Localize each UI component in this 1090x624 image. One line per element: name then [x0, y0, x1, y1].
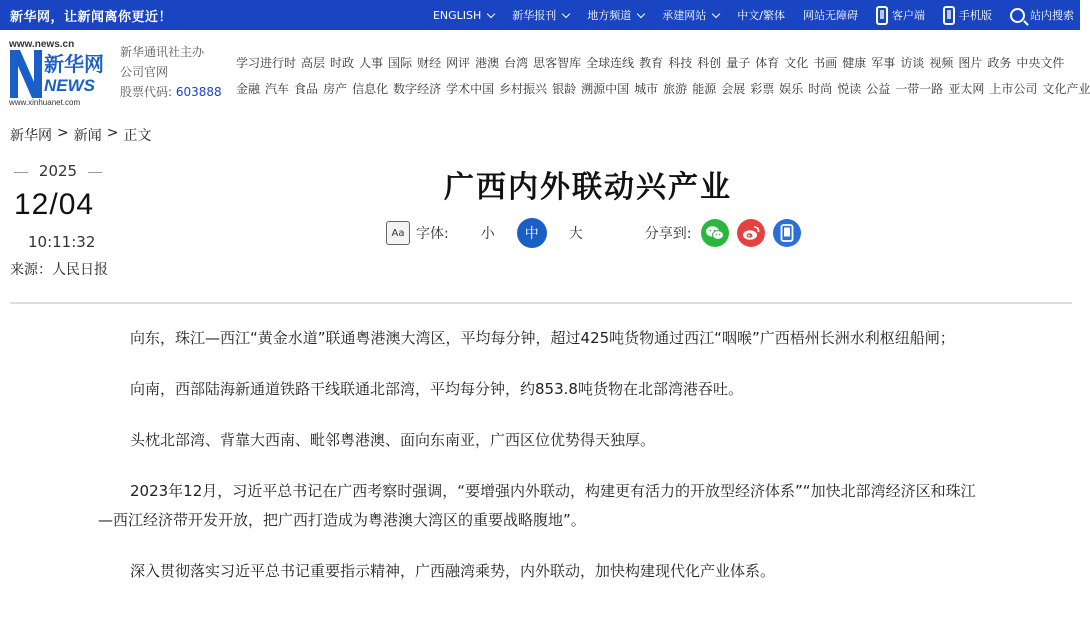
share-weibo-button[interactable] [737, 219, 765, 247]
channel-link[interactable]: 城市 [634, 82, 659, 96]
channel-link[interactable]: 台湾 [504, 56, 529, 70]
channel-link[interactable]: 能源 [692, 82, 717, 96]
nav-local-channels[interactable] [587, 7, 644, 23]
font-size-label: 字体: [416, 226, 449, 242]
article-source [10, 259, 108, 279]
breadcrumb-separator: > [57, 125, 69, 141]
share-label: 分享到: [644, 226, 692, 242]
channel-link[interactable]: 港澳 [475, 56, 500, 70]
mobile-share-icon [780, 224, 794, 242]
channel-link[interactable]: 图片 [958, 56, 983, 70]
channel-link[interactable]: 悦读 [837, 82, 862, 96]
share-mobile-button[interactable] [773, 219, 801, 247]
article-body [98, 324, 988, 608]
channel-link[interactable]: 访谈 [900, 56, 925, 70]
publish-time: 10:11:32 [28, 233, 96, 251]
site-slogan: 新华网，让新闻离你更近！ [10, 10, 173, 25]
channel-nav [236, 50, 1090, 102]
nav-newspapers-label: 新华报刊 [512, 9, 557, 22]
font-size-medium[interactable]: 中 [517, 218, 547, 248]
channel-link[interactable]: 金融 [236, 82, 261, 96]
channel-link[interactable]: 乡村振兴 [499, 82, 548, 96]
nav-hosted-sites[interactable] [662, 7, 719, 23]
channel-link[interactable]: 时政 [330, 56, 355, 70]
nav-simplified-traditional[interactable] [737, 7, 785, 23]
nav-accessibility-label: 网站无障碍 [803, 9, 858, 22]
channel-link[interactable]: 会展 [721, 82, 746, 96]
xinhua-logo[interactable] [8, 38, 112, 106]
channel-link[interactable]: 学术中国 [446, 82, 495, 96]
channel-link[interactable]: 科创 [697, 56, 722, 70]
source-name: 人民日报 [52, 262, 108, 278]
mobile-version-link[interactable] [943, 6, 992, 25]
nav-hosted-sites-label: 承建网站 [662, 9, 707, 22]
breadcrumb-separator: > [106, 125, 119, 141]
channel-link[interactable]: 信息化 [352, 82, 389, 96]
org-line-2: 公司官网 [120, 65, 169, 79]
nav-simplified-traditional-label: 中文/繁体 [737, 9, 785, 22]
channel-link[interactable]: 高层 [301, 56, 326, 70]
channel-link[interactable]: 学习进行时 [236, 56, 297, 70]
channel-link[interactable]: 亚太网 [948, 82, 985, 96]
logo-url2-text: www.xinhuanet.com [9, 98, 81, 107]
channel-link[interactable]: 中央文件 [1016, 56, 1065, 70]
channel-link[interactable]: 公益 [866, 82, 891, 96]
org-info [120, 42, 222, 102]
search-icon [1010, 8, 1025, 23]
weibo-icon [741, 225, 761, 241]
chevron-down-icon [562, 9, 570, 17]
font-size-icon: Aa [386, 221, 410, 245]
logo-en-text: NEWS [44, 76, 95, 95]
breadcrumb [10, 125, 151, 145]
share-wechat-button[interactable] [701, 219, 729, 247]
nav-english-label: ENGLISH [432, 8, 482, 22]
channel-link[interactable]: 视频 [929, 56, 954, 70]
font-size-large[interactable]: 大 [568, 226, 583, 242]
article-tools [386, 218, 809, 248]
channel-link[interactable]: 房产 [323, 82, 348, 96]
publish-year: 2025 [28, 162, 88, 180]
channel-link[interactable]: 溯源中国 [581, 82, 630, 96]
client-app-label: 客户端 [892, 9, 925, 22]
breadcrumb-current: 正文 [123, 128, 152, 144]
channel-link[interactable]: 银龄 [552, 82, 577, 96]
article-title: 广西内外联动兴产业 [444, 170, 732, 205]
channel-link[interactable]: 全球连线 [586, 56, 635, 70]
stock-label: 股票代码: [120, 85, 173, 99]
channel-link[interactable]: 思客智库 [533, 56, 582, 70]
article-paragraph: 头枕北部湾、背靠大西南、毗邻粤港澳、面向东南亚，广西区位优势得天独厚。 [130, 431, 656, 449]
channel-link[interactable]: 军事 [871, 56, 896, 70]
channel-link[interactable]: 食品 [294, 82, 319, 96]
channel-link[interactable]: 书画 [813, 56, 838, 70]
wechat-icon [705, 225, 725, 241]
site-search-label: 站内搜索 [1030, 9, 1074, 22]
channel-link[interactable]: 旅游 [663, 82, 688, 96]
source-label: 来源： [10, 262, 52, 278]
channel-link[interactable]: 彩票 [750, 82, 775, 96]
channel-row-1 [236, 50, 1076, 76]
client-app-icon [876, 6, 888, 25]
channel-link[interactable]: 人事 [359, 56, 384, 70]
top-bar [0, 0, 1080, 30]
channel-link[interactable]: 文化产业 [1042, 82, 1090, 96]
channel-link[interactable]: 娱乐 [779, 82, 804, 96]
logo-n-shape [10, 50, 42, 98]
client-app-link[interactable] [876, 6, 925, 25]
logo-cn-text: 新华网 [44, 52, 104, 76]
channel-link[interactable]: 上市公司 [989, 82, 1038, 96]
stock-code[interactable]: 603888 [175, 85, 222, 99]
channel-link[interactable]: 国际 [388, 56, 413, 70]
channel-link[interactable]: 体育 [755, 56, 780, 70]
publish-date: 12/04 [14, 188, 95, 221]
site-search-button[interactable] [1010, 7, 1074, 23]
stock-info [120, 82, 222, 102]
article-paragraph: 2023年12月，习近平总书记在广西考察时强调，“要增强内外联动，构建更有活力的开放型经济体系”“加快北部湾经济区和珠江—西江经济带开发开放，把广西打造成为粤港澳大湾区的重要战略腹地”。 [98, 482, 976, 529]
channel-link[interactable]: 政务 [987, 56, 1012, 70]
breadcrumb-news[interactable]: 新闻 [73, 128, 102, 144]
article-paragraph: 向东，珠江—西江“黄金水道”联通粤港澳大湾区，平均每分钟，超过425吨货物通过西江“咽喉”广西梧州长洲水利枢纽船闸； [130, 329, 955, 347]
chevron-down-icon [637, 9, 645, 17]
channel-link[interactable]: 量子 [726, 56, 751, 70]
channel-link[interactable]: 网评 [446, 56, 471, 70]
chevron-down-icon [487, 9, 495, 17]
nav-accessibility[interactable] [803, 7, 858, 23]
top-nav [415, 0, 1074, 30]
channel-link[interactable]: 财经 [417, 56, 442, 70]
channel-link[interactable]: 文化 [784, 56, 809, 70]
org-line-1: 新华通讯社主办 [120, 45, 205, 59]
nav-newspapers[interactable] [512, 7, 569, 23]
nav-local-channels-label: 地方频道 [587, 9, 632, 22]
font-size-small[interactable]: 小 [480, 226, 495, 242]
header-divider [10, 302, 1072, 304]
breadcrumb-home[interactable]: 新华网 [10, 128, 52, 144]
article-paragraph: 向南，西部陆海新通道铁路干线联通北部湾，平均每分钟，约853.8吨货物在北部湾港吞吐。 [130, 380, 743, 398]
channel-link[interactable]: 汽车 [265, 82, 290, 96]
channel-link[interactable]: 健康 [842, 56, 867, 70]
article-paragraph: 深入贯彻落实习近平总书记重要指示精神，广西融湾乘势，内外联动，加快构建现代化产业体系。 [130, 562, 776, 580]
mobile-phone-icon [943, 6, 955, 25]
channel-link[interactable]: 一带一路 [895, 82, 944, 96]
chevron-down-icon [712, 9, 720, 17]
nav-english[interactable] [433, 9, 494, 22]
channel-link[interactable]: 教育 [639, 56, 664, 70]
channel-link[interactable]: 时尚 [808, 82, 833, 96]
channel-row-2 [236, 76, 1090, 102]
logo-url-text: www.news.cn [9, 39, 75, 50]
mobile-version-label: 手机版 [959, 9, 992, 22]
channel-link[interactable]: 科技 [668, 56, 693, 70]
channel-link[interactable]: 数字经济 [393, 82, 442, 96]
